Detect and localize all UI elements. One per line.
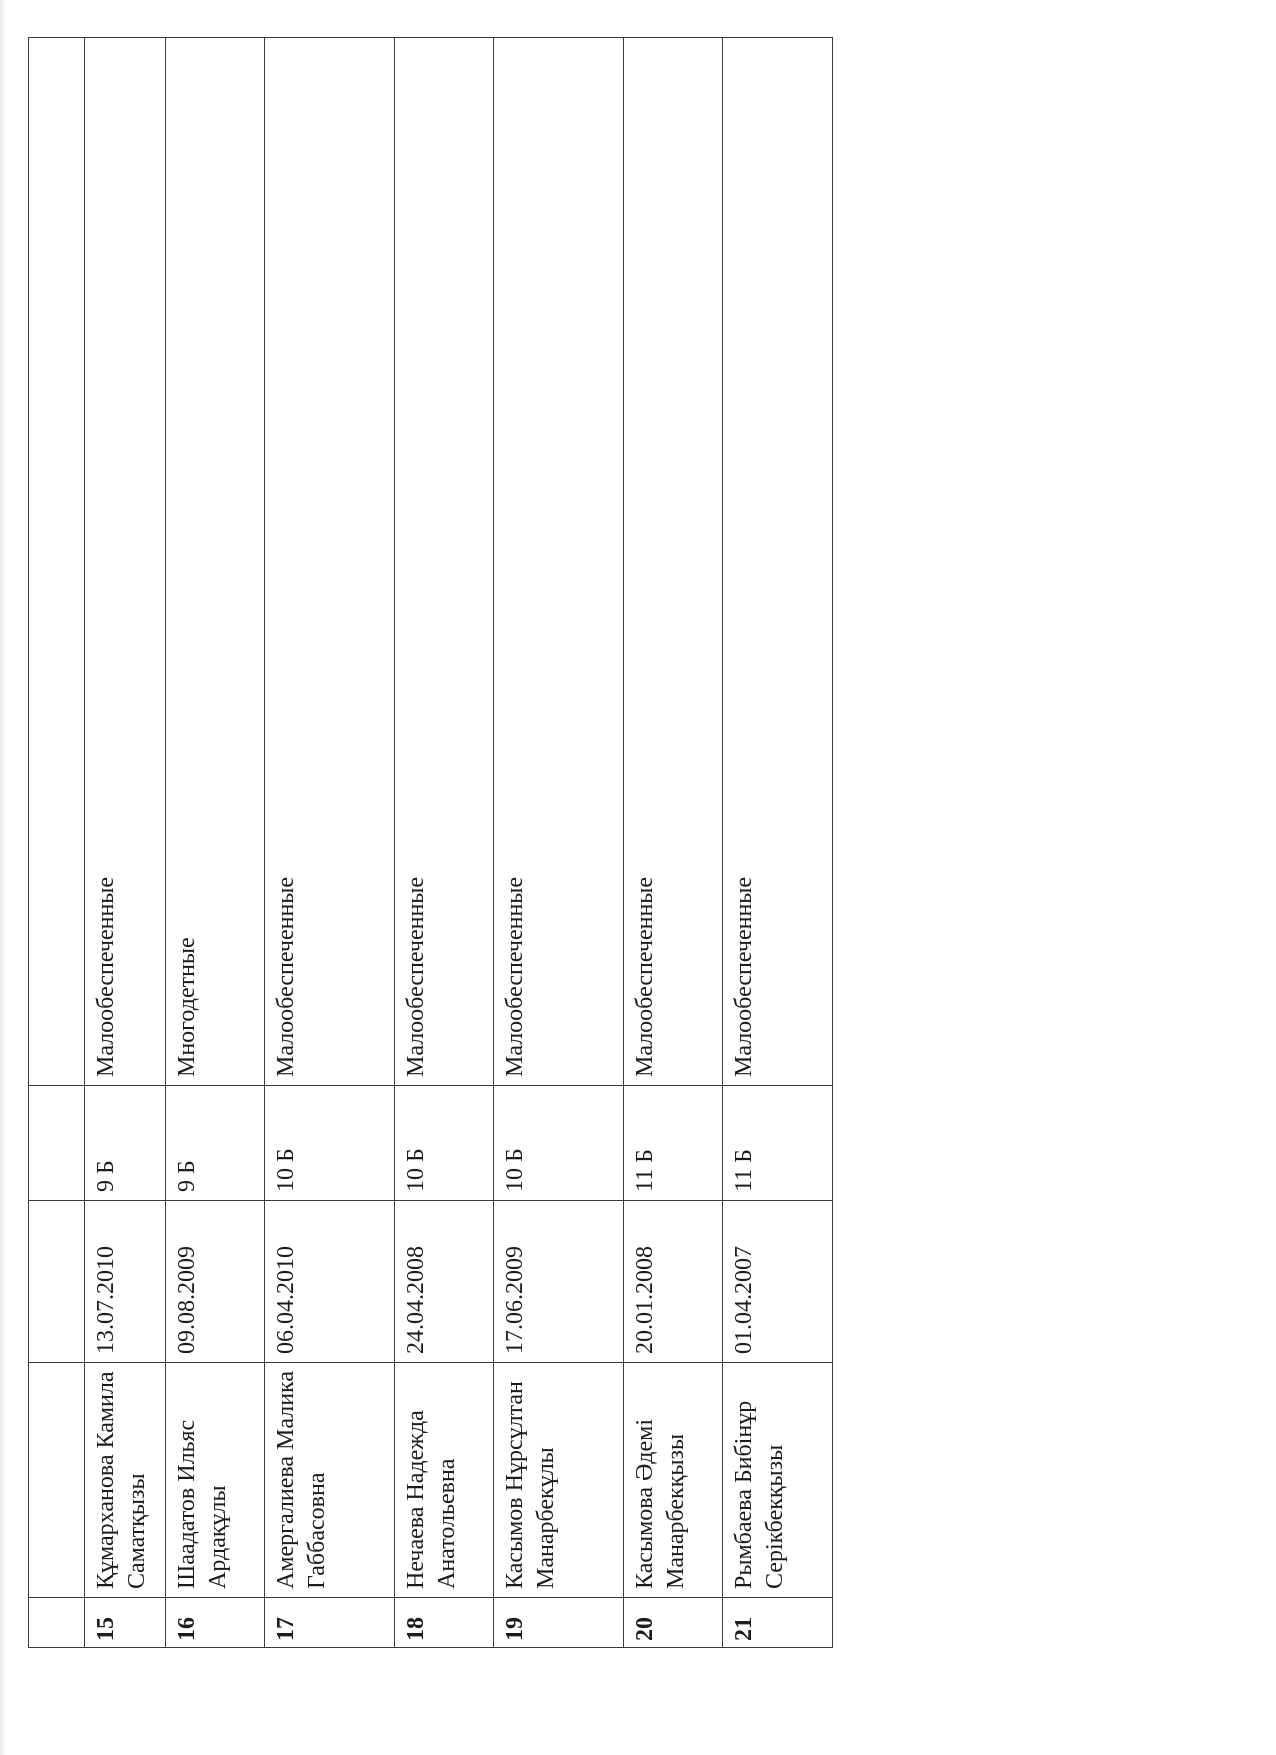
student-name: Шаадатов Ильяс Ардақұлы [166, 1363, 264, 1598]
social-category: Малообеспеченные [85, 38, 166, 1086]
student-name: Касымова Әдемі Манарбекқызы [624, 1363, 722, 1598]
rotated-table-container [28, 38, 833, 1648]
table-row [85, 38, 166, 1648]
scan-edge-shadow [0, 0, 6, 1755]
student-name: Касымов Нұрсұлтан Манарбекұлы [493, 1363, 624, 1598]
row-number: 15 [85, 1598, 166, 1648]
birth-date: 24.04.2008 [395, 1201, 493, 1363]
table-cell-empty [29, 1086, 85, 1201]
table-row [493, 38, 624, 1648]
social-category: Многодетные [166, 38, 264, 1086]
student-name: Нечаева Надежда Анатольевна [395, 1363, 493, 1598]
class-grade: 10 Б [395, 1086, 493, 1201]
social-category: Малообеспеченные [624, 38, 722, 1086]
table-cell-empty [29, 1201, 85, 1363]
student-name: Амергалиева Малика Габбасовна [264, 1363, 395, 1598]
class-grade: 11 Б [624, 1086, 722, 1201]
birth-date: 13.07.2010 [85, 1201, 166, 1363]
social-category: Малообеспеченные [264, 38, 395, 1086]
row-number: 17 [264, 1598, 395, 1648]
birth-date: 01.04.2007 [722, 1201, 832, 1363]
row-number: 19 [493, 1598, 624, 1648]
social-category: Малообеспеченные [395, 38, 493, 1086]
table-cell-empty [29, 38, 85, 1086]
row-number: 18 [395, 1598, 493, 1648]
social-category: Малообеспеченные [493, 38, 624, 1086]
class-grade: 11 Б [722, 1086, 832, 1201]
table-cell-empty [29, 1598, 85, 1648]
birth-date: 09.08.2009 [166, 1201, 264, 1363]
students-table [28, 37, 833, 1648]
row-number: 20 [624, 1598, 722, 1648]
social-category: Малообеспеченные [722, 38, 832, 1086]
student-name: Құмарханова Камила Саматқызы [85, 1363, 166, 1598]
class-grade: 10 Б [264, 1086, 395, 1201]
table-row-blank [29, 38, 85, 1648]
table-row [395, 38, 493, 1648]
table-row [624, 38, 722, 1648]
student-name: Рымбаева Бибінұр Серікбекқызы [722, 1363, 832, 1598]
row-number: 21 [722, 1598, 832, 1648]
table-cell-empty [29, 1363, 85, 1598]
table-row [264, 38, 395, 1648]
row-number: 16 [166, 1598, 264, 1648]
class-grade: 9 Б [85, 1086, 166, 1201]
birth-date: 20.01.2008 [624, 1201, 722, 1363]
table-row [722, 38, 832, 1648]
birth-date: 06.04.2010 [264, 1201, 395, 1363]
birth-date: 17.06.2009 [493, 1201, 624, 1363]
class-grade: 9 Б [166, 1086, 264, 1201]
class-grade: 10 Б [493, 1086, 624, 1201]
table-row [166, 38, 264, 1648]
